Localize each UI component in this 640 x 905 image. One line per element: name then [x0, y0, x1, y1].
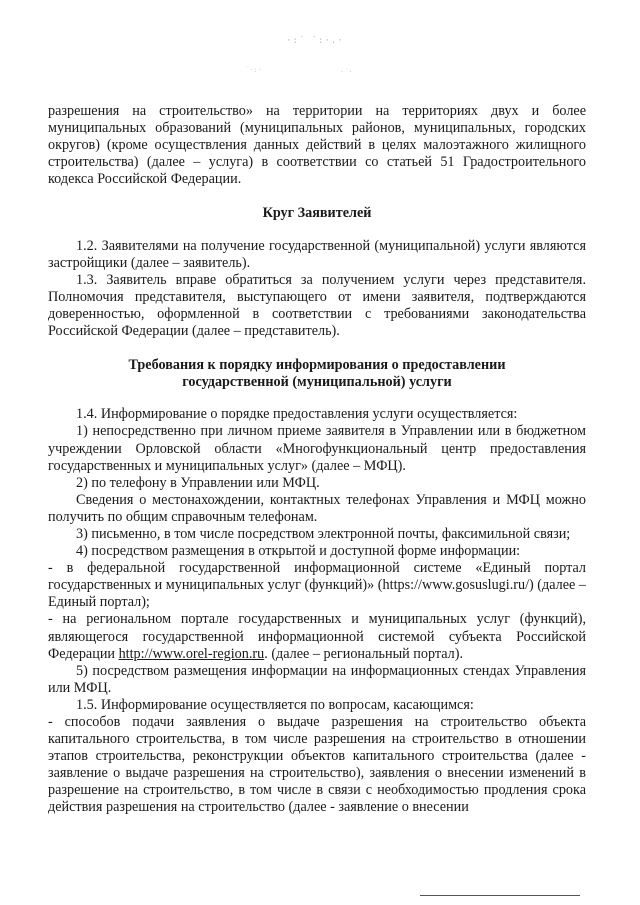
regional-text-post: . (далее – региональный портал).	[264, 645, 464, 662]
paragraph-1-5-item-a: - способов подачи заявления о выдаче разрешения на строительство объекта капитального строительства, в том числе разрешения на строительство в отношении этапов строительства, реконструкции объектов капитального строительства (далее - заявление о выдаче разрешения на строительство), заявления о внесении изменений в разрешение на строительство, в том числе в связи с необходимостью продления срока действия разрешения на строительство (далее - заявление о внесении	[48, 714, 586, 816]
paragraph-1-4: 1.4. Информирование о порядке предоставления услуги осуществляется:	[76, 406, 518, 423]
paragraph-1-3: 1.3. Заявитель вправе обратиться за получением услуги через представителя. Полномочия представителя, выступающего от имени заявителя, подтверждаются доверенностью, оформленной в соответствии с требованиями законодательства Российской Федерации (далее – представитель).	[48, 271, 586, 340]
heading-applicants: Круг Заявителей	[262, 205, 372, 222]
heading-requirements-line1: Требования к порядку информирования о предоставлении	[128, 357, 506, 374]
paragraph-1-4-item2: 2) по телефону в Управлении или МФЦ.	[76, 474, 320, 491]
paragraph-1-2: 1.2. Заявителями на получение государственной (муниципальной) услуги являются застройщики (далее – заявитель).	[48, 237, 586, 271]
paragraph-1-5: 1.5. Информирование осуществляется по вопросам, касающимся:	[76, 696, 474, 713]
document-page	[48, 103, 586, 817]
paragraph-1-4-item4-regional	[48, 611, 586, 662]
scan-noise: ·˙·	[340, 68, 353, 76]
heading-requirements-line2: государственной (муниципальной) услуги	[182, 374, 452, 391]
paragraph-intro: разрешения на строительство» на территории на территориях двух и более муниципальных образований (муниципальных районов, муниципальных, городских округов) (кроме осуществления данных действий в целях малоэтажного жилищного строительства) (далее – услуга) в соответствии со статьей 51 Градостроительного кодекса Российской Федерации.	[48, 103, 586, 188]
scan-noise: ˙·:·	[245, 66, 262, 74]
paragraph-1-4-contacts: Сведения о местонахождении, контактных телефонах Управления и МФЦ можно получить по общим справочным телефонам.	[48, 491, 586, 525]
paragraph-1-4-item1: 1) непосредственно при личном приеме заявителя в Управлении или в бюджетном учреждении Орловской области «Многофункциональный центр предоставления государственных и муниципальных услуг» (далее – МФЦ).	[48, 423, 586, 474]
regional-text-pre: - на региональном портале государственных и муниципальных услуг (функций), являющегося государственной информационной системой субъекта Российской Федерации	[48, 611, 586, 662]
paragraph-1-4-item5: 5) посредством размещения информации на информационных стендах Управления или МФЦ.	[48, 662, 586, 696]
regional-portal-link[interactable]: http://www.orel-region.ru	[118, 645, 265, 662]
paragraph-1-4-item4-federal: - в федеральной государственной информационной системе «Единый портал государственных и муниципальных услуг (функций)» (https://www.gosuslugi.ru/) (далее – Единый портал);	[48, 560, 586, 611]
scan-edge-line	[420, 895, 580, 896]
paragraph-1-4-item3: 3) письменно, в том числе посредством электронной почты, факсимильной связи;	[76, 525, 571, 542]
paragraph-1-4-item4: 4) посредством размещения в открытой и доступной форме информации:	[76, 543, 521, 560]
scan-noise: ·:˙ ˙:·.·	[286, 36, 344, 46]
